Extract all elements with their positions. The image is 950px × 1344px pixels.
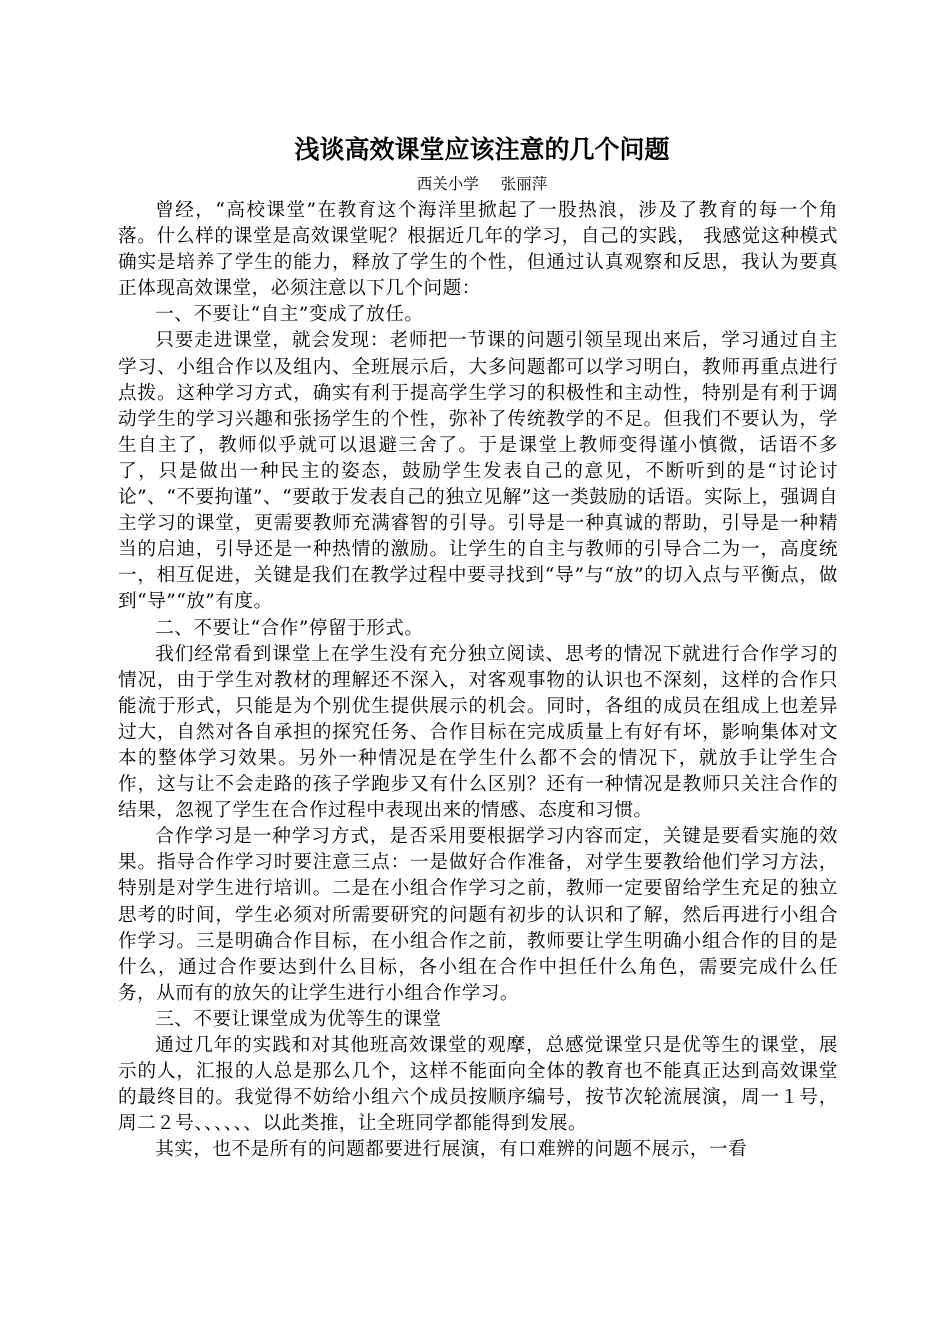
paragraph: 只要走进课堂，就会发现：老师把一节课的问题引领呈现出来后，学习通过自主学习、小组合作以及组内、全班展示后，大多问题都可以学习明白，教师再重点进行点拨。这种学习方式，确实有利于提高学生学习的积极性和主动性，特别是有利于调动学生的学习兴趣和张扬学生的个性，弥补了传统教学的不足。但我们不要认为，学生自主了，教师似乎就可以退避三舍了。于是课堂上教师变得谨小慎微，话语不多了，只是做出一种民主的姿态，鼓励学生发表自己的意见，不断听到的是“讨论讨论”、“不要拘谨”、“要敢于发表自己的独立见解”这一类鼓励的话语。实际上，强调自主学习的课堂，更需要教师充满睿智的引导。引导是一种真诚的帮助，引导是一种精当的启迪，引导还是一种热情的激励。让学生的自主与教师的引导合二为一，高度统一，相互促进，关键是我们在教学过程中要寻找到“导”与“放”的切入点与平衡点，做到“导”“放”有度。	[118, 330, 838, 613]
section-heading-3: 三、不要让课堂成为优等生的课堂	[155, 1008, 442, 1030]
author-name: 张丽萍	[500, 175, 548, 193]
paragraph-intro: 曾经，“高校课堂”在教育这个海洋里掀起了一股热浪，涉及了教育的每一个角落。什么样的课堂是高效课堂呢？根据近几年的学习，自己的实践， 我感觉这种模式确实是培养了学生的能力，释放了学生的个性，但通过认真观察和反思，我认为要真正体现高效课堂，必须注意以下几个问题：	[118, 200, 838, 300]
paragraph: 通过几年的实践和对其他班高效课堂的观摩，总感觉课堂只是优等生的课堂，展示的人，汇报的人总是那么几个，这样不能面向全体的教育也不能真正达到高效课堂的最终目的。我觉得不妨给小组六个成员按顺序编号，按节次轮流展演，周一１号，周二２号、、、、、、以此类推，让全班同学都能得到发展。	[118, 1035, 838, 1135]
document-page	[118, 130, 838, 1163]
author-line	[118, 170, 838, 198]
paragraph: 其实，也不是所有的问题都要进行展演，有口难辨的问题不展示，一看	[155, 1139, 748, 1161]
section-heading-1: 一、不要让“自主”变成了放任。	[155, 304, 424, 326]
document-title: 浅谈高效课堂应该注意的几个问题	[294, 135, 670, 164]
section-heading-2: 二、不要让“合作”停留于形式。	[155, 617, 424, 639]
paragraph: 我们经常看到课堂上在学生没有充分独立阅读、思考的情况下就进行合作学习的情况，由于学生对教材的理解还不深入，对客观事物的认识也不深刻，这样的合作只能流于形式，只能是为个别优生提供展示的机会。同时，各组的成员在组成上也差异过大，自然对各自承担的探究任务、合作目标在完成质量上有好有坏，影响集体对文本的整体学习效果。另外一种情况是在学生什么都不会的情况下，就放手让学生合作，这与让不会走路的孩子学跑步又有什么区别？还有一种情况是教师只关注合作的结果，忽视了学生在合作过程中表现出来的情感、态度和习惯。	[118, 643, 838, 822]
school-name: 西关小学	[416, 175, 479, 193]
paragraph: 合作学习是一种学习方式，是否采用要根据学习内容而定，关键是要看实施的效果。指导合作学习时要注意三点：一是做好合作准备，对学生要教给他们学习方法，特别是对学生进行培训。二是在小组合作学习之前，教师一定要留给学生充足的独立思考的时间，学生必须对所需要研究的问题有初步的认识和了解，然后再进行小组合作学习。三是明确合作目标，在小组合作之前，教师要让学生明确小组合作的目的是什么，通过合作要达到什么目标，各小组在合作中担任什么角色，需要完成什么任务，从而有的放矢的让学生进行小组合作学习。	[118, 826, 838, 1004]
document-body	[118, 198, 838, 1163]
